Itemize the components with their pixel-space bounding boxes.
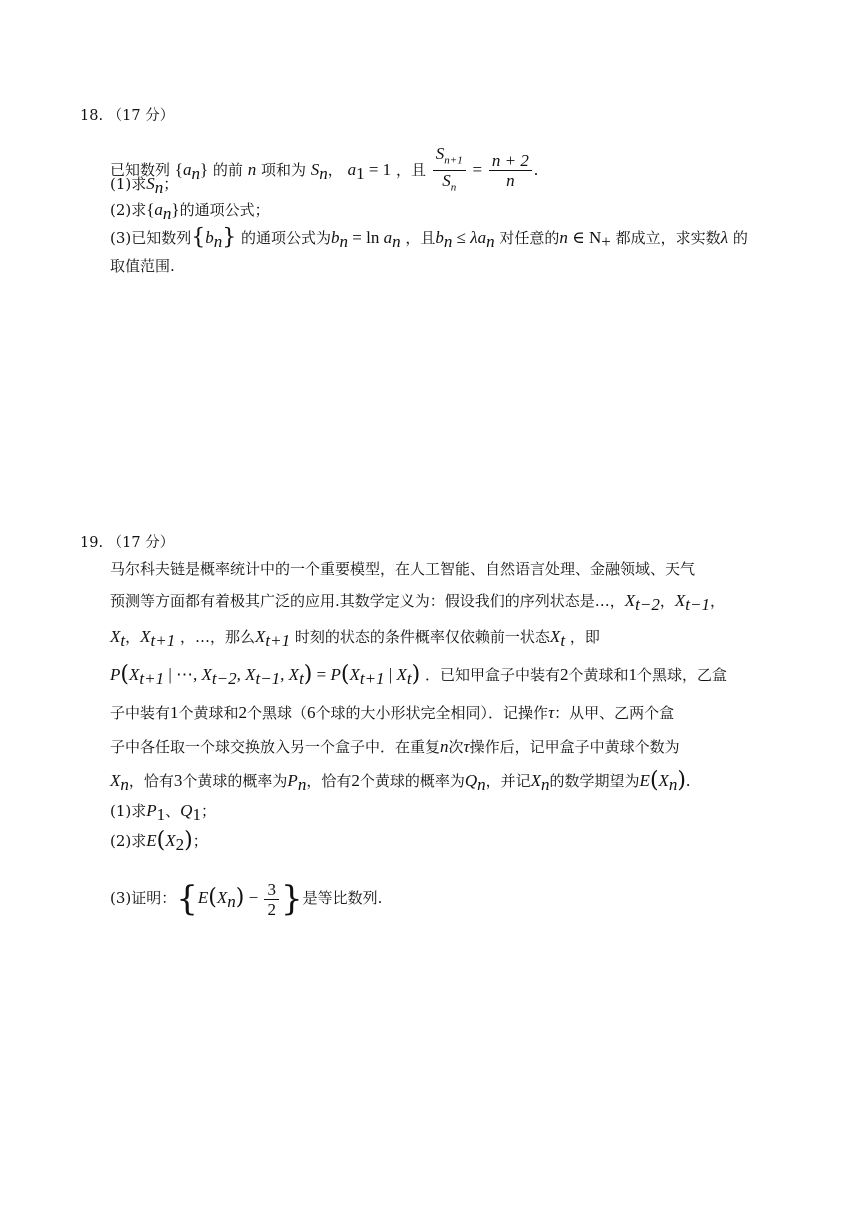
ratio-fraction-right: $\frac{n + 2}{n}$ bbox=[489, 151, 532, 190]
problem-19-line-6: 子中各任取一个球交换放入另一个盒子中．在重复n次τ操作后，记甲盒子中黄球个数为 bbox=[110, 737, 680, 756]
problem-19-header: 19. （17 分） bbox=[80, 535, 175, 551]
problem-18-stem: 已知数列 $\{a_n\}$ 的前 n 项和为 $S_n$， $a_1 = 1$ ，且 $\frac{S_{n+1}}{S_n}$ = $\frac{n + 2}{n}$ . bbox=[110, 144, 538, 198]
problem-18-part-3-cont: 取值范围. bbox=[110, 257, 175, 275]
problem-18-part-1: (1)求$S_n$； bbox=[110, 174, 179, 197]
stem-text-4: ，且 bbox=[395, 160, 426, 179]
problem-19-line-5: 子中装有1个黄球和2个黑球（6个球的大小形状完全相同）．记操作τ：从甲、乙两个盒 bbox=[110, 703, 675, 722]
stem-text-3: 项和为 bbox=[261, 160, 307, 179]
problem-19-part-3: (3)证明：{$E(X_n)$ − $\frac{3}{2}$ }是等比数列. bbox=[110, 879, 383, 919]
problem-19-part-1: (1)求$P_1$、$Q_1$； bbox=[110, 801, 216, 824]
problem-19-part-2: (2)求$E(X_2)$； bbox=[110, 828, 208, 854]
problem-19-line-2: 预测等方面都有着极其广泛的应用.其数学定义为：假设我们的序列状态是…，$X_{t-2}$，$X_{t-1}$， bbox=[110, 591, 725, 614]
problem-19-line-1: 马尔科夫链是概率统计中的一个重要模型，在人工智能、自然语言处理、金融领域、天气 bbox=[110, 560, 696, 578]
problem-19-line-7: $X_n$，恰有3个黄球的概率为$P_n$，恰有2个黄球的概率为$Q_n$，并记$X_n$的数学期望为$E(X_n)$. bbox=[110, 768, 691, 794]
problem-19-line-4: $P(X_{t+1}$ | ⋯, $X_{t-2}$, $X_{t-1}$, $X_t) = P(X_{t+1}$ | $X_t$) ．已知甲盒子中装有2个黄球和1个黑球，乙盒 bbox=[110, 662, 728, 688]
stem-text-2: 的前 bbox=[212, 160, 243, 179]
problem-18-header: 18. （17 分） bbox=[80, 108, 175, 124]
ratio-fraction-left: $\frac{S_{n+1}}{S_n}$ bbox=[433, 144, 466, 198]
problem-19-line-3: $X_t$，$X_{t+1}$ ，…，那么$X_{t+1}$ 时刻的状态的条件概率仅依赖前一状态$X_t$ ，即 bbox=[110, 627, 600, 650]
stem-text-1: 已知数列 bbox=[110, 160, 171, 179]
problem-18-part-2: (2)求$\{a_n\}$的通项公式； bbox=[110, 200, 270, 223]
three-halves-fraction: $\frac{3}{2}$ bbox=[264, 880, 279, 919]
problem-18-part-3: (3)已知数列$\{b_n\}$ 的通项公式为$b_n = \ln a_n$ ，且$b_n \le \lambda a_n$ 对任意的n ∈ $N_+$ 都成立，求实数λ 的 bbox=[110, 225, 748, 251]
